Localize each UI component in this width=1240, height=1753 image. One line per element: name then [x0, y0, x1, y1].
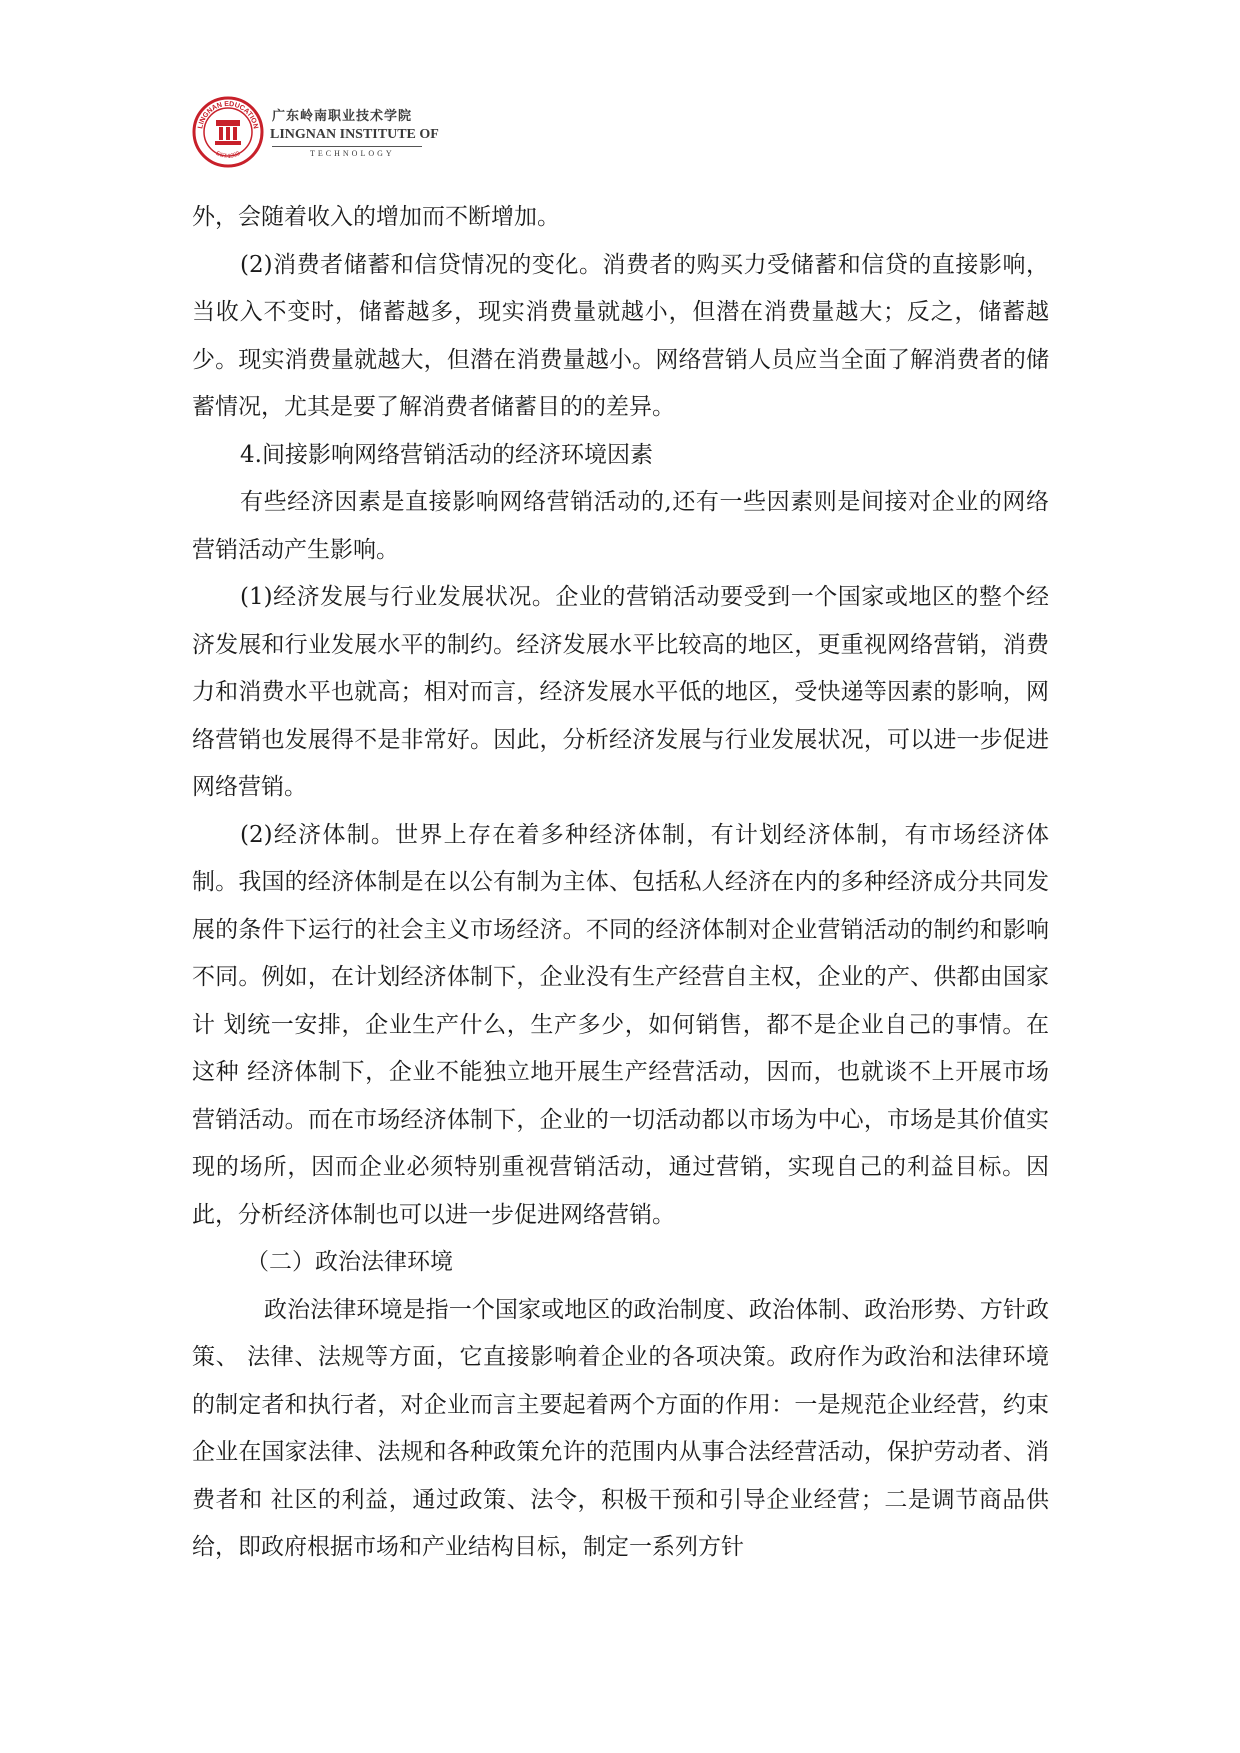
- paragraph-political-legal: 政治法律环境是指一个国家或地区的政治制度、政治体制、政治形势、方针政策、 法律、法规等方面，它直接影响着企业的各项决策。政府作为政治和法律环境的制定者和执行者，对企业而言主要起着两个方面的作用：一是规范企业经营，约束企业在国家法律、法规和各种政策允许的范围内从事合法经营活动，保护劳动者、消费者和 社区的利益，通过政策、法令，积极干预和引导企业经营；二是调节商品供给，即政府根据市场和产业结构目标，制定一系列方针: [192, 1296, 1049, 1560]
- document-body: [192, 194, 1049, 1572]
- page-header: [192, 92, 552, 174]
- paragraph-economic-system: (2)经济体制。世界上存在着多种经济体制，有计划经济体制，有市场经济体制。我国的经济体制是在以公有制为主体、包括私人经济在内的多种经济成分共同发展的条件下运行的社会主义市场经济。不同的经济体制对企业营销活动的制约和影响不同。例如，在计划经济体制下，企业没有生产经营自主权，企业的产、供都由国家计 划统一安排，企业生产什么，生产多少，如何销售，都不是企业自己的事情。在这种 经济体制下，企业不能独立地开展生产经营活动，因而，也就谈不上开展市场营销活动。而在市场经济体制下，企业的一切活动都以市场为中心，市场是其价值实现的场所，因而企业必须特别重视营销活动，通过营销，实现自己的利益目标。因此，分析经济体制也可以进一步促进网络营销。: [192, 821, 1049, 1228]
- section-heading-political-legal: （二）政治法律环境: [246, 1249, 453, 1275]
- seal-year: EST.1993: [214, 150, 242, 161]
- header-divider: [272, 146, 422, 147]
- seal-text: LINGNAN EDUCATION: [197, 100, 259, 130]
- org-name-en-line1: LINGNAN INSTITUTE OF: [270, 127, 439, 142]
- org-name-en-line2: TECHNOLOGY: [310, 149, 395, 158]
- org-name-cn: 广东岭南职业技术学院: [272, 109, 413, 124]
- college-seal-logo: [192, 96, 264, 168]
- paragraph-economic-development: (1)经济发展与行业发展状况。企业的营销活动要受到一个国家或地区的整个经济发展和行业发展水平的制约。经济发展水平比较高的地区，更重视网络营销，消费力和消费水平也就高；相对而言，经济发展水平低的地区，受快递等因素的影响，网络营销也发展得不是非常好。因此，分析经济发展与行业发展状况，可以进一步促进网络营销。: [192, 584, 1049, 800]
- paragraph-continuation: 外，会随着收入的增加而不断增加。: [192, 204, 560, 230]
- subheading-indirect-factors: 4.间接影响网络营销活动的经济环境因素: [240, 441, 653, 468]
- paragraph-indirect-intro: 有些经济因素是直接影响网络营销活动的,还有一些因素则是间接对企业的网络营销活动产生影响。: [192, 489, 1049, 563]
- paragraph-savings-credit: (2)消费者储蓄和信贷情况的变化。消费者的购买力受储蓄和信贷的直接影响，当收入不变时，储蓄越多，现实消费量就越小，但潜在消费量越大；反之，储蓄越少。现实消费量就越大，但潜在消费量越小。网络营销人员应当全面了解消费者的储蓄情况，尤其是要了解消费者储蓄目的的差异。: [192, 251, 1049, 420]
